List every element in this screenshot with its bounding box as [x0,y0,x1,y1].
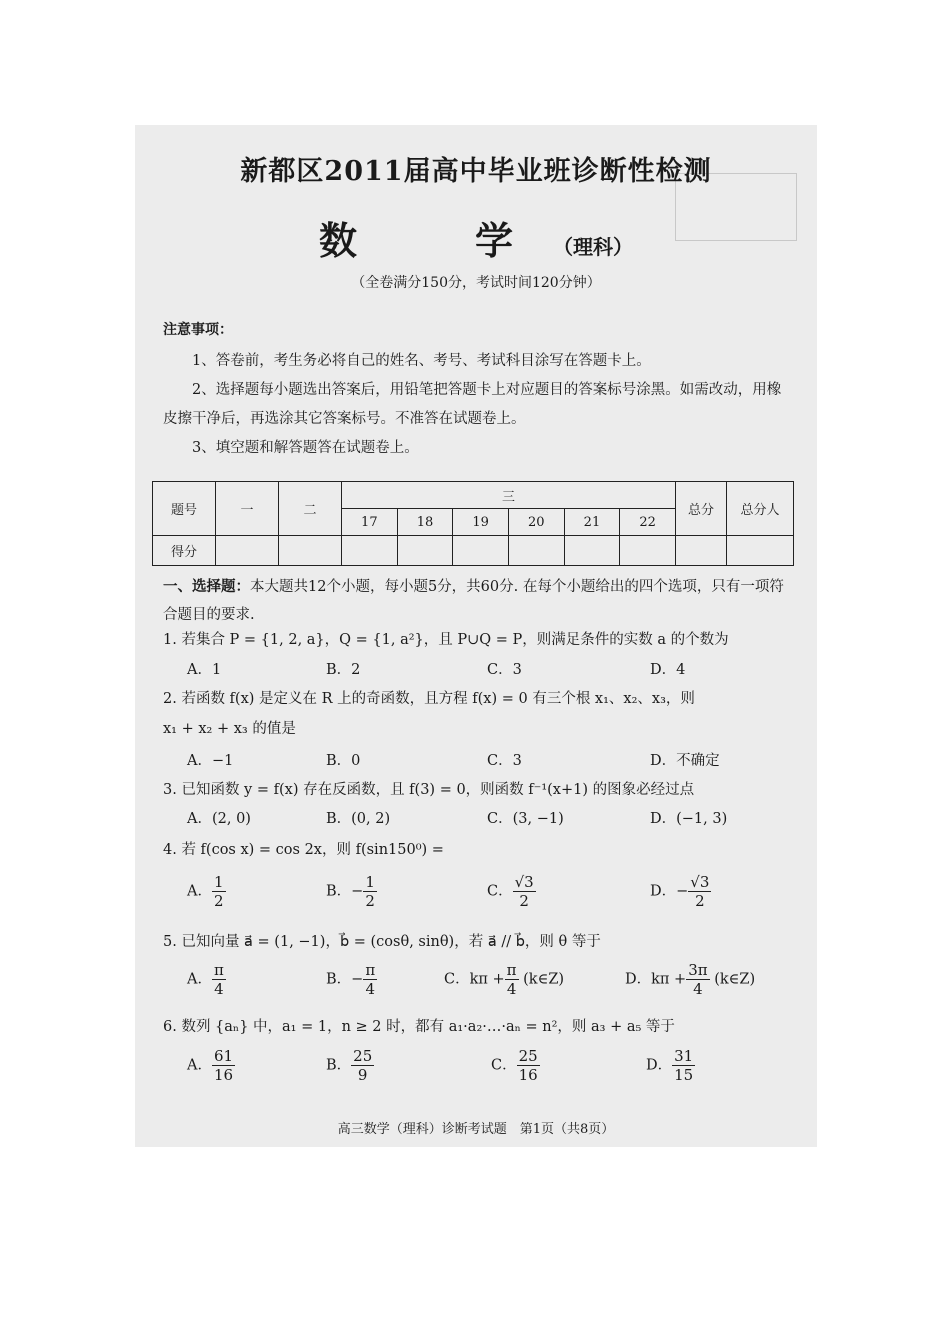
q6-d-num: 31 [674,1047,694,1065]
q4-option-c [487,873,536,910]
col-q22: 22 [620,509,676,536]
col-section-one: 一 [216,482,279,536]
col-q17: 17 [342,509,398,536]
col-q20: 20 [508,509,564,536]
q4-c-label: C． [487,883,513,900]
col-q19: 19 [453,509,509,536]
row-label-question: 题号 [153,482,216,536]
q5-c-tail: (k∈Z) [523,971,565,988]
q2-option-d: D．不确定 [650,753,720,769]
section-one-title: 一、选择题： [163,578,250,595]
q4-a-label: A． [187,883,212,900]
exam-title: 新都区2011届高中毕业班诊断性检测 [240,156,712,187]
question-2-cont: x₁ + x₂ + x₃ 的值是 [163,721,296,737]
question-2: 2. 若函数 f(x) 是定义在 R 上的奇函数，且方程 f(x) = 0 有三个根 x₁、x₂、x₃，则 [163,691,695,707]
question-1: 1. 若集合 P = {1, 2, a}，Q = {1, a²}，且 P∪Q = P，则满足条件的实数 a 的个数为 [163,632,729,648]
section-one-heading [163,573,793,629]
q5-d-den: 4 [693,980,703,998]
q4-c-fraction [513,873,536,910]
q6-a-fraction [212,1047,235,1084]
q5-d-tail: (k∈Z) [714,971,756,988]
page-footer: 高三数学（理科）诊断考试题 第1页（共8页） [337,1122,615,1137]
q6-option-b [326,1047,374,1084]
q3-option-b: B．(0, 2) [326,811,391,827]
q6-b-fraction [351,1047,374,1084]
subject-name: 数 学 [318,218,553,263]
q5-c-label: C．kπ + [444,971,505,988]
q5-a-fraction [212,961,226,998]
q1-option-d: D．4 [650,662,686,678]
q3-option-d: D．(−1, 3) [650,811,728,827]
q5-b-label: B．− [326,971,364,988]
q6-b-label: B． [326,1057,352,1074]
score-cell [727,536,794,566]
q1-option-a: A．1 [187,662,222,678]
q1-option-b: B．2 [326,662,361,678]
question-5: 5. 已知向量 a⃗ = (1, −1)，b⃗ = (cosθ, sinθ)，若 a⃗ // b⃗，则 θ 等于 [163,934,601,950]
q4-b-fraction [363,873,377,910]
q6-d-label: D． [646,1057,673,1074]
q5-option-a [187,961,226,998]
q5-c-fraction [505,961,519,998]
notice-title: 注意事项： [163,322,233,338]
q6-option-d [646,1047,695,1084]
q6-b-den: 9 [357,1066,368,1084]
q6-b-num: 25 [353,1047,373,1065]
q3-option-a: A．(2, 0) [187,811,251,827]
q4-b-label: B．− [326,883,364,900]
q4-d-num: √3 [690,873,710,891]
q5-option-c [444,961,564,998]
q4-d-label: D．− [650,883,689,900]
q5-option-d [625,961,755,998]
q4-a-fraction [212,873,226,910]
q5-d-num: 3π [688,961,708,979]
q6-c-fraction [517,1047,540,1084]
row-label-score: 得分 [153,536,216,566]
q6-a-den: 16 [213,1066,234,1084]
q4-a-den: 2 [213,892,224,910]
q5-d-label: D．kπ + [625,971,687,988]
q4-b-num: 1 [365,873,375,891]
exam-info: （全卷满分150分，考试时间120分钟） [351,275,601,291]
q3-option-c: C．(3, −1) [487,811,564,827]
question-3: 3. 已知函数 y = f(x) 存在反函数，且 f(3) = 0，则函数 f⁻¹(x+1) 的图象必经过点 [163,782,695,798]
q5-a-label: A． [187,971,212,988]
notice-item-3: 3、填空题和解答题答在试题卷上。 [192,440,419,456]
score-cell [216,536,279,566]
q5-d-fraction [686,961,709,998]
q4-c-num: √3 [514,873,534,891]
notice-item-1: 1、答卷前，考生务必将自己的姓名、考号、考试科目涂写在答题卡上。 [192,353,651,369]
q5-b-fraction [363,961,377,998]
q4-b-den: 2 [365,892,375,910]
question-4: 4. 若 f(cos x) = cos 2x，则 f(sin150⁰) = [163,842,444,858]
q5-a-den: 4 [214,980,224,998]
q4-d-den: 2 [695,892,705,910]
q5-a-num: π [213,961,224,979]
q2-option-a: A．−1 [187,753,234,769]
score-cell [564,536,620,566]
score-cell [279,536,342,566]
q4-a-num: 1 [213,873,224,891]
col-q18: 18 [397,509,453,536]
q4-option-b [326,873,377,910]
notice-item-2: 2、选择题每小题选出答案后，用铅笔把答题卡上对应题目的答案标号涂黑。如需改动，用橡皮擦干净后，再选涂其它答案标号。不准答在试题卷上。 [163,382,782,427]
q4-c-den: 2 [519,892,529,910]
col-q21: 21 [564,509,620,536]
q4-d-fraction [688,873,711,910]
q6-c-label: C． [491,1057,517,1074]
subject-heading [135,210,817,265]
subject-note: （理科） [553,235,633,259]
q6-d-fraction [672,1047,695,1084]
col-grader: 总分人 [727,482,794,536]
q6-a-label: A． [187,1057,212,1074]
score-cell [397,536,453,566]
score-cell [620,536,676,566]
exam-page [135,125,817,1147]
q4-option-d [650,873,711,910]
q2-option-b: B．0 [326,753,361,769]
q2-option-c: C．3 [487,753,522,769]
score-cell [342,536,398,566]
q1-option-c: C．3 [487,662,522,678]
score-cell [508,536,564,566]
score-cell [453,536,509,566]
score-table [152,481,794,566]
q6-option-a [187,1047,235,1084]
col-section-two: 二 [279,482,342,536]
q5-c-den: 4 [506,980,517,998]
q6-d-den: 15 [674,1066,694,1084]
q4-option-a [187,873,226,910]
col-section-three: 三 [342,482,676,509]
col-total: 总分 [676,482,727,536]
q6-c-den: 16 [518,1066,538,1084]
section-one-desc: 本大题共12个小题，每小题5分，共60分. 在每个小题给出的四个选项，只有一项符合题目的要求. [163,579,784,623]
q5-b-den: 4 [365,980,376,998]
question-6: 6. 数列 {aₙ} 中，a₁ = 1，n ≥ 2 时，都有 a₁·a₂·…·aₙ = n²，则 a₃ + a₅ 等于 [163,1019,675,1035]
q5-option-b [326,961,377,998]
q5-b-num: π [365,961,376,979]
q6-a-num: 61 [213,1047,234,1065]
score-cell [676,536,727,566]
q6-option-c [491,1047,540,1084]
q5-c-num: π [506,961,517,979]
q6-c-num: 25 [518,1047,538,1065]
